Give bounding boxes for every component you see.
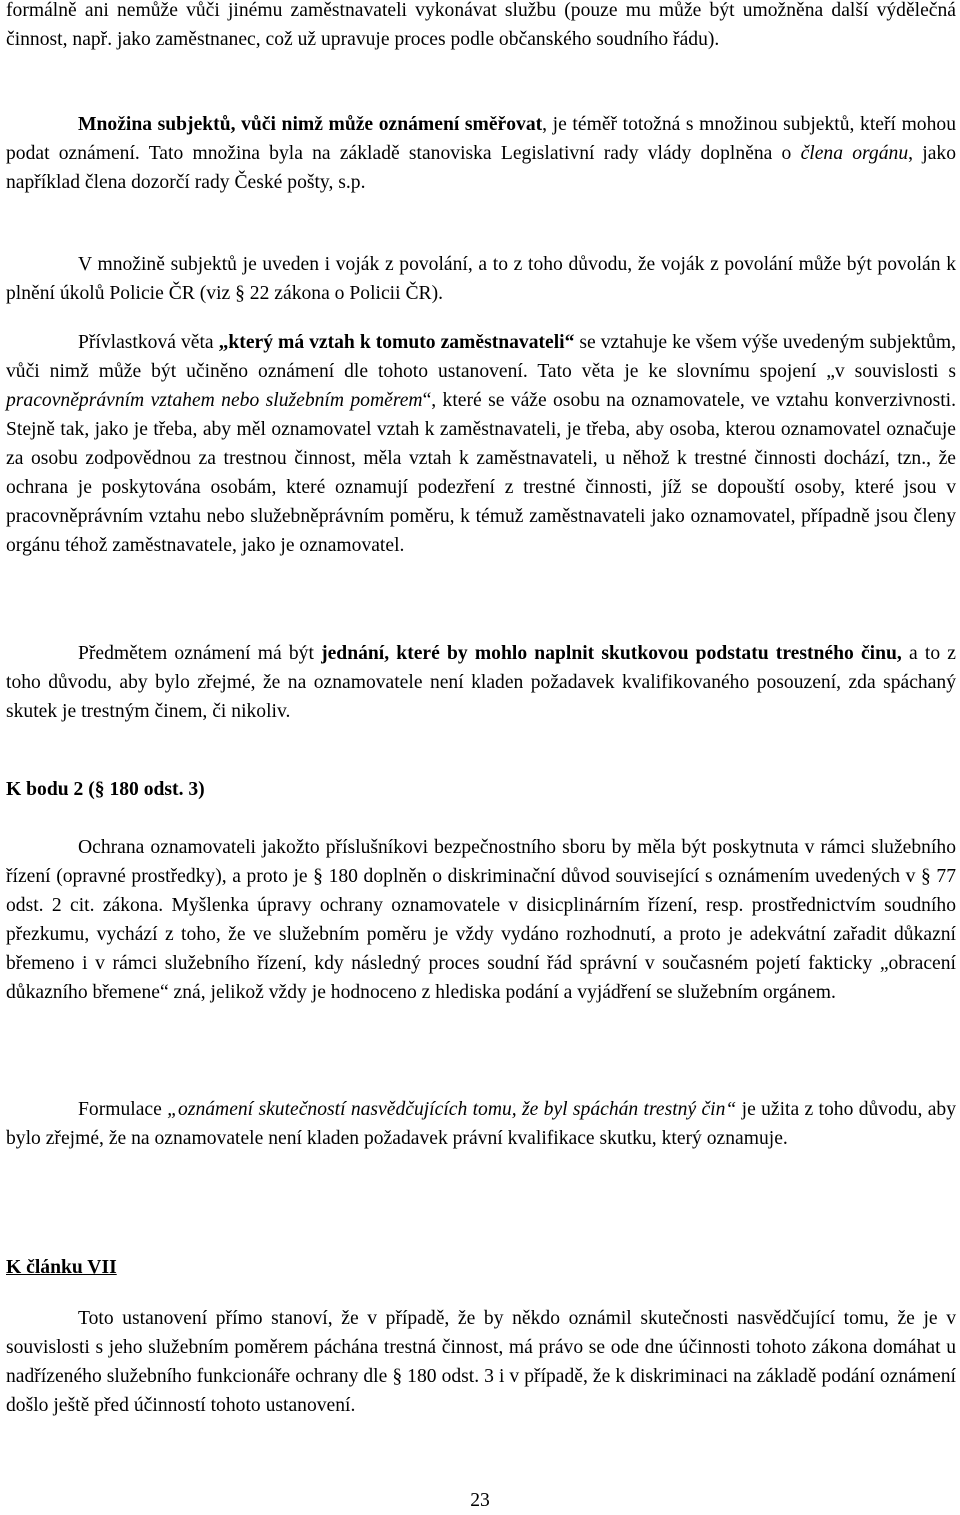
body-text: Formulace xyxy=(78,1099,168,1120)
italic-text: pracovněprávním vztahem nebo služebním poměrem xyxy=(6,390,423,411)
section-heading-article-7: K článku VII xyxy=(6,1257,117,1278)
body-text: “, které se váže osobu na oznamovatele, ve vztahu konverzivnosti. Stejně tak, jako je třeba, aby měl oznamovatel vztah k zaměstnavateli, je třeba, aby osoba, kterou oznamovatel označuje za osobu zodpovědnou za trestnou činnost, měla vztah k zaměstnavateli, u něhož k trestné činnosti dochází, tzn., že ochrana je poskytována osobám, které oznamují podezření z trestné činnosti, jíž se dopouští osoby, které jsou v pracovněprávním vztahu nebo služebněprávním poměru, k témuž zaměstnavateli jako oznamovatel, případně jsou členy orgánu téhož zaměstnavatele, jako je oznamovatel. xyxy=(6,390,957,556)
italic-quote: „oznámení skutečností nasvědčujících tomu, že byl spáchán trestný čin“ xyxy=(167,1099,737,1120)
paragraph-subjects xyxy=(6,110,956,197)
paragraph-article-7: Toto ustanovení přímo stanoví, že v případě, že by někdo oznámil skutečnosti nasvědčující tomu, že je v souvislosti s jeho služebním poměrem páchána trestná činnost, má právo se ode dne účinnosti tohoto zákona domáhat u nadřízeného služebního funkcionáře ochrany dle § 180 odst. 3 i v případě, že k diskriminaci na základě podání oznámení došlo ještě před účinností tohoto ustanovení. xyxy=(6,1308,956,1416)
paragraph-continuation: formálně ani nemůže vůči jinému zaměstnavateli vykonávat službu (pouze mu může být umožněna další výdělečná činnost, např. jako zaměstnanec, což už upravuje proces podle občanského soudního řádu). xyxy=(6,0,956,50)
body-text: , je téměř totožná s množinou subjektů, kteří mohou podat oznámení. Tato množina byla na základě stanoviska Legislativní rady vlády doplněna o xyxy=(6,114,956,164)
body-text: Předmětem oznámení má být xyxy=(78,643,322,664)
body-text: Přívlastková věta xyxy=(78,332,219,353)
bold-text: Množina subjektů, vůči nimž může oznámení směřovat xyxy=(78,114,543,135)
page-number: 23 xyxy=(470,1490,490,1511)
paragraph-subject-matter xyxy=(6,639,956,726)
body-text: je užita z toho důvodu, aby bylo zřejmé, že na oznamovatele není kladen požadavek právní kvalifikace skutku, který oznamuje. xyxy=(6,1099,956,1149)
bold-quote: „který má vztah k tomuto zaměstnavateli“ xyxy=(218,332,575,353)
bold-text: jednání, které by mohlo naplnit skutkovou podstatu trestného činu, xyxy=(321,643,902,664)
paragraph-protection: Ochrana oznamovateli jakožto příslušníkovi bezpečnostního sboru by měla být poskytnuta v rámci služebního řízení (opravné prostředky), a proto je § 180 doplněn o diskriminační důvod související s oznámením uvedených v § 77 odst. 2 cit. zákona. Myšlenka úpravy ochrany oznamovatele v disicplinárním řízení, resp. prostřednictvím soudního přezkumu, vychází z toho, že ve služebním poměru je vždy vydáno rozhodnutí, a proto je adekvátní zařadit důkazní břemeno i v rámci služebního řízení, kdy následný proces soudní řád správní v současném pojetí fakticky „obracení důkazního břemene“ zná, jelikož vždy je hodnoceno z hlediska podání a vyjádření se služebním orgánem. xyxy=(6,837,956,1003)
body-text: a to z toho důvodu, aby bylo zřejmé, že na oznamovatele není kladen požadavek kvalifikovaného posouzení, zda spáchaný skutek je trestným činem, či nikoliv. xyxy=(6,643,956,722)
italic-text: člena orgánu xyxy=(800,143,909,164)
paragraph-soldier: V množině subjektů je uveden i voják z povolání, a to z toho důvodu, že voják z povolání může být povolán k plnění úkolů Policie ČR (viz § 22 zákona o Policii ČR). xyxy=(6,254,956,304)
paragraph-relative-clause xyxy=(6,328,956,560)
body-text: , jako například člena dozorčí rady České pošty, s.p. xyxy=(6,143,956,193)
section-heading-point-2: K bodu 2 (§ 180 odst. 3) xyxy=(6,779,205,800)
body-text: se vztahuje ke všem výše uvedeným subjektům, vůči nimž může být učiněno oznámení dle tohoto ustanovení. Tato věta je ke slovnímu spojení „v souvislosti s xyxy=(6,332,956,382)
paragraph-formulation xyxy=(6,1095,956,1153)
